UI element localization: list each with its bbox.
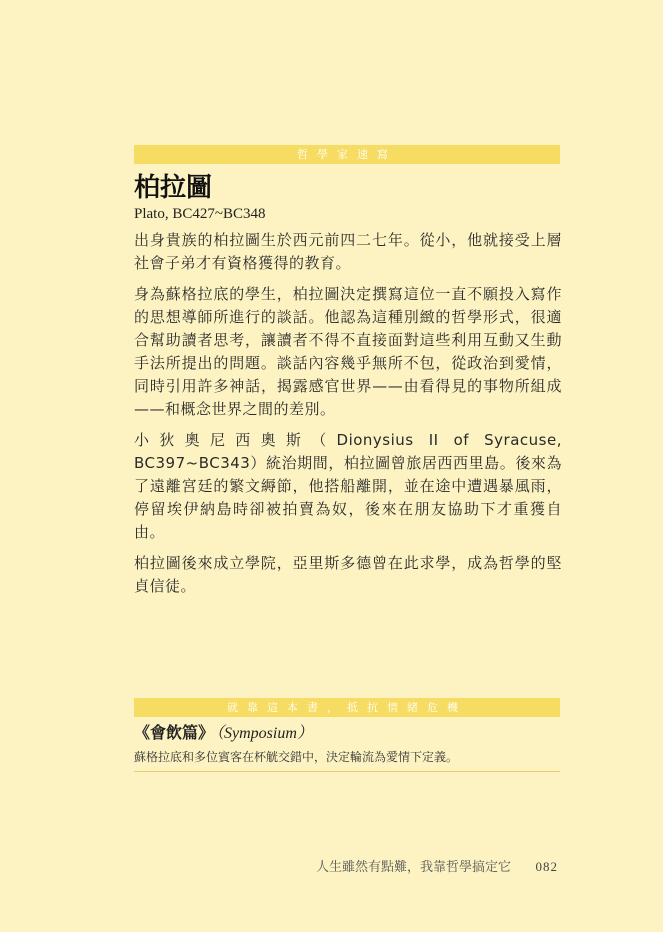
- section-banner: 哲學家速寫: [134, 145, 560, 164]
- book-title: [134, 723, 313, 744]
- biography-paragraph: 出身貴族的柏拉圖生於西元前四二七年。從小，他就接受上層社會子弟才有資格獲得的教育。: [134, 231, 562, 272]
- page-number: 082: [535, 859, 558, 874]
- book-banner: 就靠這本書，抵抗情緒危機: [134, 698, 560, 717]
- book-title-chinese: 《會飲篇》: [134, 723, 215, 742]
- book-description: 蘇格拉底和多位賓客在杯觥交錯中，決定輪流為愛情下定義。: [134, 750, 459, 764]
- biography: [134, 229, 562, 606]
- divider: [134, 771, 560, 772]
- book-title-english: （Symposium）: [216, 725, 313, 742]
- philosopher-name: 柏拉圖: [134, 173, 213, 203]
- biography-paragraph: 柏拉圖後來成立學院，亞里斯多德曾在此求學，成為哲學的堅貞信徒。: [134, 554, 562, 595]
- biography-paragraph: 小狄奧尼西奧斯（Dionysius II of Syracuse, BC397~BC343）統治期間，柏拉圖曾旅居西西里島。後來為了遠離宮廷的繁文縟節，他搭船離開，並在途中遭遇暴風雨，停留埃伊納島時卻被拍賣為奴，後來在朋友協助下才重獲自由。: [134, 431, 562, 541]
- footer-book-name: 人生雖然有點難，我靠哲學搞定它: [315, 859, 511, 874]
- philosopher-subtitle: Plato, BC427~BC348: [134, 206, 266, 222]
- biography-paragraph: 身為蘇格拉底的學生，柏拉圖決定撰寫這位一直不願投入寫作的思想導師所進行的談話。他認為這種別緻的哲學形式，很適合幫助讀者思考，讓讀者不得不直接面對這些利用互動又生動手法所提出的問題。談話內容幾乎無所不包，從政治到愛情，同時引用許多神話，揭露感官世界——由看得見的事物所組成——和概念世界之間的差別。: [134, 285, 562, 418]
